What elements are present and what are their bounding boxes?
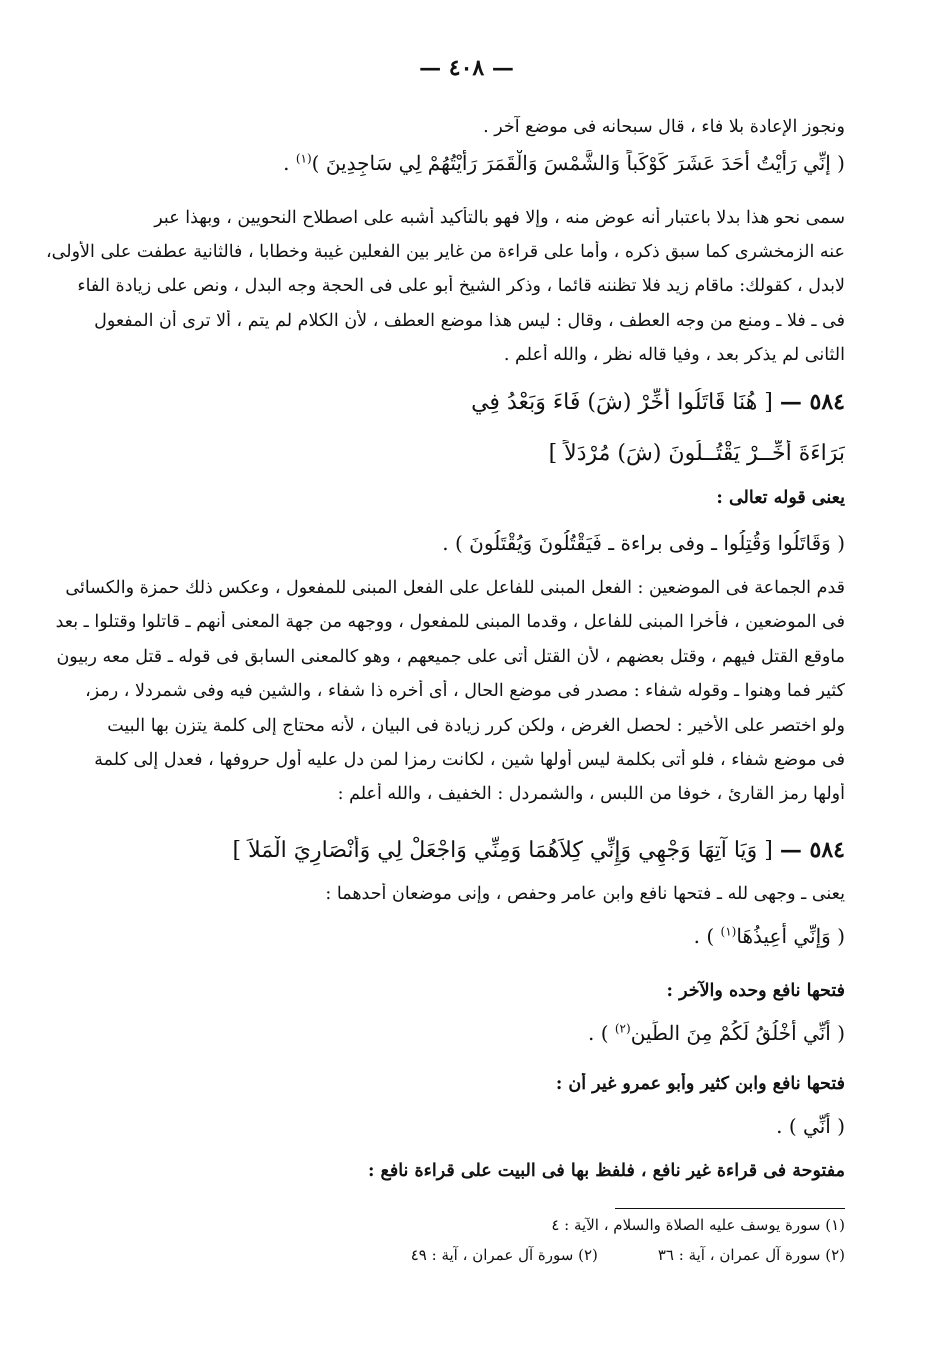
poem-verse-text: [ هُنَا قَاتَلُوا أَخِّرْ (شَ) فَاءَ وَبَعْدُ فِي [471, 390, 773, 415]
text-line-16: فى موضع شفاء ، فلو أتى بكلمة ليس أولها شين ، لكانت رمزا لمن دل عليه أول حروفها ، فعدل إلى كلمة [94, 750, 845, 770]
footnote-1: (١) سورة يوسف عليه الصلاة والسلام ، الآية : ٤ [551, 1216, 845, 1234]
poem-verse-second-half: بَرَاءَةَ أَخِّــرْ يَقْتُــلُونَ (شَ) مُرْدَلاً ] [548, 441, 845, 466]
quran-verse-text: ( أَنِّي أَخْلُقُ لَكُمْ مِنَ الطِّينِ [630, 1021, 845, 1045]
text-line-21: فتحها نافع وحده والآخر : [666, 981, 845, 1001]
text-line-25: مفتوحة فى قراءة غير نافع ، فلفظ بها فى البيت على قراءة نافع : [367, 1161, 845, 1181]
footnote-ref: (١) [295, 151, 312, 166]
text-line-1: ونجوز الإعادة بلا فاء ، قال سبحانه فى موضع آخر . [483, 117, 845, 137]
verse-tail: ) . [693, 924, 721, 948]
text-line-6: فى ـ فلا ـ ومنع من وجه العطف ، وقال : ليس هذا موضع العطف ، لأن الكلام لم يتم ، ألا ترى أن المفعول [94, 311, 845, 331]
text-line-17: أولها رمز القارئ ، خوفا من اللبس ، والشمردل : الخفيف ، والله أعلم : [337, 784, 845, 804]
quran-verse-text: ( إِنِّي رَأَيْتُ أَحَدَ عَشَرَ كَوْكَباً وَالشَّمْسَ وَالْقَمَرَ رَأَيْتُهُمْ لِي سَاجِدِينَ ) [311, 151, 845, 175]
text-line-11: قدم الجماعة فى الموضعين : الفعل المبنى للفاعل على الفعل المبنى للمفعول ، وعكس ذلك حمزة والكسائى [65, 578, 845, 598]
quran-verse-line-4 [85, 1020, 845, 1046]
poem-verse-first-half [85, 388, 845, 418]
quran-verse-line [85, 150, 845, 176]
verse-number: ٥٨٤ — [779, 389, 845, 415]
footnote-line-2 [85, 1246, 845, 1266]
quran-verse-line-2: ( وَقَاتَلُوا وَقُتِلُوا ـ وفى براءة ـ فَيَقْتُلُونَ وَيُقْتَلُونَ ) . [442, 531, 845, 555]
text-line-19: يعنى ـ وجهى لله ـ فتحها نافع وابن عامر وحفص ، وإنى موضعان أحدهما : [325, 884, 845, 904]
text-line-13: ماوقع القتل فيهم ، وقتل بعضهم ، لأن القتل أتى على جميعهم ، وهو كالمعنى السابق فى قوله ـ قتل معه ربيون [56, 647, 845, 667]
verse-tail: ) . [587, 1021, 615, 1045]
quran-verse-text: ( وَإِنِّي أُعِيذُهَا [736, 924, 845, 948]
text-line-5: لابدل ، كقولك: ماقام زيد فلا تظننه قائما ، وذكر الشيخ أبو على فى الحجة وجه البدل ، ونص على زيادة الفاء [77, 276, 845, 296]
text-line-3: سمى نحو هذا بدلا باعتبار أنه عوض منه ، وإلا فهو بالتأكيد أشبه على اصطلاح النحويين ، وبهذا عبر [154, 208, 845, 228]
text-line-9: يعنى قوله تعالى : [716, 488, 845, 508]
text-line-15: ولو اختصر على الأخير : لحصل الغرض ، ولكن كرر زيادة فى البيان ، لأنه محتاج إلى كلمة يتزن بها البيت [107, 716, 845, 736]
text-line-14: كثير فما وهنوا ـ وقوله شفاء : مصدر فى موضع الحال ، أى أخره ذا شفاء ، والشين فيه وفى شمردلا ، رمز، [85, 681, 845, 701]
page-number: — ٤٠٨ — [419, 55, 514, 81]
poem-verse-585 [85, 836, 845, 866]
text-line-23: فتحها نافع وابن كثير وأبو عمرو غير أن : [555, 1074, 845, 1094]
verse-number: ٥٨٤ — [779, 837, 845, 863]
text-line-4: عنه الزمخشرى كما سبق ذكره ، وأما على قراءة من غاير بين الفعلين غيبة وخطابا ، فالثانية عطفت على الأولى، [46, 242, 845, 262]
poem-verse-text: [ وَيَا آتِهَا وَجْهِي وَإِنِّي كِلاَهُمَا وَمِنِّي وَاجْعَلْ لِي وَأَنْصَارِيَ الْمَلاَ ] [232, 838, 773, 863]
footnote-divider [615, 1208, 845, 1209]
quran-verse-line-5: ( أَنِّي ) . [776, 1114, 845, 1138]
text-line-7: الثانى لم يذكر بعد ، وفيا قاله نظر ، والله أعلم . [503, 345, 845, 365]
footnote-2: (٢) سورة آل عمران ، آية : ٣٦ [657, 1246, 845, 1264]
verse-tail: . [283, 151, 296, 175]
footnote-3: (٢) سورة آل عمران ، آية : ٤٩ [410, 1246, 598, 1264]
footnote-ref: (٢) [614, 1021, 631, 1036]
footnote-ref: (١) [720, 924, 737, 939]
quran-verse-line-3 [85, 923, 845, 949]
text-line-12: فى الموضعين ، فأخرا المبنى للفاعل ، وقدما المبنى للمفعول ، ووجهه من جهة المعنى أنهم ـ قاتلوا وقتلوا ـ بعد [55, 612, 845, 632]
